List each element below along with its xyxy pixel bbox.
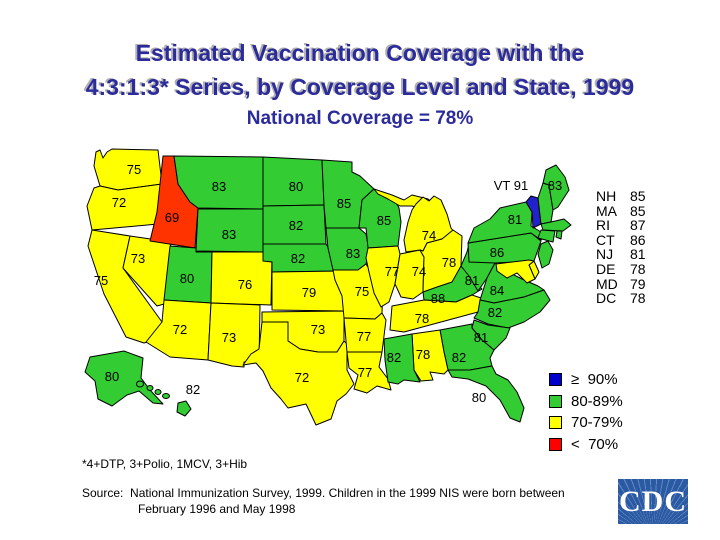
svg-text:86: 86 bbox=[489, 245, 505, 260]
state-HI-island3 bbox=[155, 390, 161, 395]
east-row-de bbox=[596, 262, 654, 277]
state-value: 79 bbox=[630, 275, 646, 292]
state-abbr: NH bbox=[596, 188, 617, 204]
state-value: 87 bbox=[630, 217, 646, 234]
legend-label: 70-79% bbox=[571, 414, 623, 432]
svg-text:84: 84 bbox=[489, 283, 505, 298]
legend-row-90plus bbox=[549, 369, 623, 391]
state-abbr: RI bbox=[596, 217, 610, 234]
svg-text:88: 88 bbox=[430, 291, 446, 306]
legend-swatch-yellow bbox=[549, 416, 562, 429]
legend-label: 80-89% bbox=[571, 392, 623, 410]
svg-text:80: 80 bbox=[104, 369, 120, 384]
title-line1: Estimated Vaccination Coverage with the bbox=[135, 40, 585, 66]
legend-row-70-79 bbox=[549, 412, 623, 434]
legend-label: ≥ 90% bbox=[571, 371, 618, 389]
svg-text:73: 73 bbox=[221, 330, 237, 345]
east-row-nj bbox=[596, 247, 654, 262]
state-HI bbox=[177, 401, 191, 416]
svg-text:83: 83 bbox=[547, 178, 563, 193]
svg-text:82: 82 bbox=[288, 218, 304, 233]
legend-label: < 70% bbox=[571, 436, 619, 454]
cdc-logo bbox=[618, 479, 688, 524]
state-value: 85 bbox=[630, 202, 646, 219]
state-abbr: CT bbox=[596, 231, 615, 248]
svg-text:83: 83 bbox=[211, 179, 227, 194]
svg-text:82: 82 bbox=[185, 382, 201, 397]
svg-text:85: 85 bbox=[376, 213, 392, 228]
legend-row-80-89 bbox=[549, 391, 623, 413]
svg-text:72: 72 bbox=[294, 370, 310, 385]
svg-text:85: 85 bbox=[336, 196, 352, 211]
svg-text:80: 80 bbox=[471, 390, 487, 405]
state-value: 78 bbox=[630, 290, 646, 307]
svg-text:81: 81 bbox=[464, 273, 480, 288]
state-HI-island2 bbox=[147, 386, 153, 391]
svg-text:75: 75 bbox=[126, 162, 142, 177]
svg-text:82: 82 bbox=[451, 350, 467, 365]
east-row-md bbox=[596, 277, 654, 292]
svg-text:79: 79 bbox=[301, 285, 317, 300]
svg-text:78: 78 bbox=[415, 347, 431, 362]
svg-text:82: 82 bbox=[487, 305, 503, 320]
east-row-ma bbox=[596, 204, 654, 219]
state-abbr: DE bbox=[596, 260, 616, 277]
footnote: *4+DTP, 3+Polio, 1MCV, 3+Hib bbox=[82, 457, 248, 471]
legend-row-under70 bbox=[549, 434, 623, 456]
svg-text:74: 74 bbox=[421, 228, 437, 243]
state-abbr: MA bbox=[596, 202, 617, 219]
svg-text:81: 81 bbox=[507, 212, 523, 227]
svg-text:74: 74 bbox=[411, 264, 427, 279]
source-line2: February 1996 and May 1998 bbox=[138, 502, 296, 516]
legend-swatch-blue bbox=[549, 373, 562, 386]
svg-text:77: 77 bbox=[356, 329, 372, 344]
legend-swatch-red bbox=[549, 438, 562, 451]
svg-text:72: 72 bbox=[172, 322, 188, 337]
state-HI-island1 bbox=[137, 381, 144, 387]
svg-text:83: 83 bbox=[345, 246, 361, 261]
state-AK bbox=[85, 351, 163, 406]
east-row-ct bbox=[596, 233, 654, 248]
svg-text:75: 75 bbox=[354, 284, 370, 299]
state-value: 85 bbox=[630, 188, 646, 204]
svg-text:83: 83 bbox=[221, 227, 237, 242]
svg-text:82: 82 bbox=[386, 350, 402, 365]
svg-text:75: 75 bbox=[93, 273, 109, 288]
vt-callout-label: VT 91 bbox=[493, 178, 529, 193]
state-abbr: MD bbox=[596, 275, 618, 292]
svg-text:78: 78 bbox=[441, 255, 457, 270]
svg-text:77: 77 bbox=[357, 365, 373, 380]
legend bbox=[549, 369, 623, 455]
cdc-logo-text: CDC bbox=[619, 484, 687, 518]
state-HI-island4 bbox=[163, 394, 170, 399]
svg-text:82: 82 bbox=[290, 251, 306, 266]
east-states-list bbox=[596, 189, 654, 306]
svg-text:72: 72 bbox=[111, 195, 127, 210]
state-value: 78 bbox=[630, 260, 646, 277]
east-row-ri bbox=[596, 218, 654, 233]
svg-text:76: 76 bbox=[237, 277, 253, 292]
svg-text:81: 81 bbox=[473, 330, 489, 345]
state-RI bbox=[556, 231, 562, 239]
state-NJ bbox=[538, 241, 553, 268]
east-row-nh bbox=[596, 189, 654, 204]
state-value: 86 bbox=[630, 231, 646, 248]
legend-swatch-green bbox=[549, 395, 562, 408]
subtitle: National Coverage = 78% bbox=[246, 108, 474, 129]
state-value: 81 bbox=[630, 246, 646, 263]
svg-text:69: 69 bbox=[164, 210, 180, 225]
svg-text:73: 73 bbox=[130, 251, 146, 266]
svg-text:73: 73 bbox=[310, 322, 326, 337]
east-row-dc bbox=[596, 291, 654, 306]
title-line2: 4:3:1:3* Series, by Coverage Level and State, 1999 bbox=[85, 74, 635, 100]
state-abbr: NJ bbox=[596, 246, 614, 263]
svg-text:80: 80 bbox=[179, 271, 195, 286]
svg-text:77: 77 bbox=[384, 264, 400, 279]
svg-text:78: 78 bbox=[414, 311, 430, 326]
state-abbr: DC bbox=[596, 290, 617, 307]
svg-text:80: 80 bbox=[288, 179, 304, 194]
source-line1: Source: National Immunization Survey, 1999. Children in the 1999 NIS were born between bbox=[82, 486, 565, 500]
